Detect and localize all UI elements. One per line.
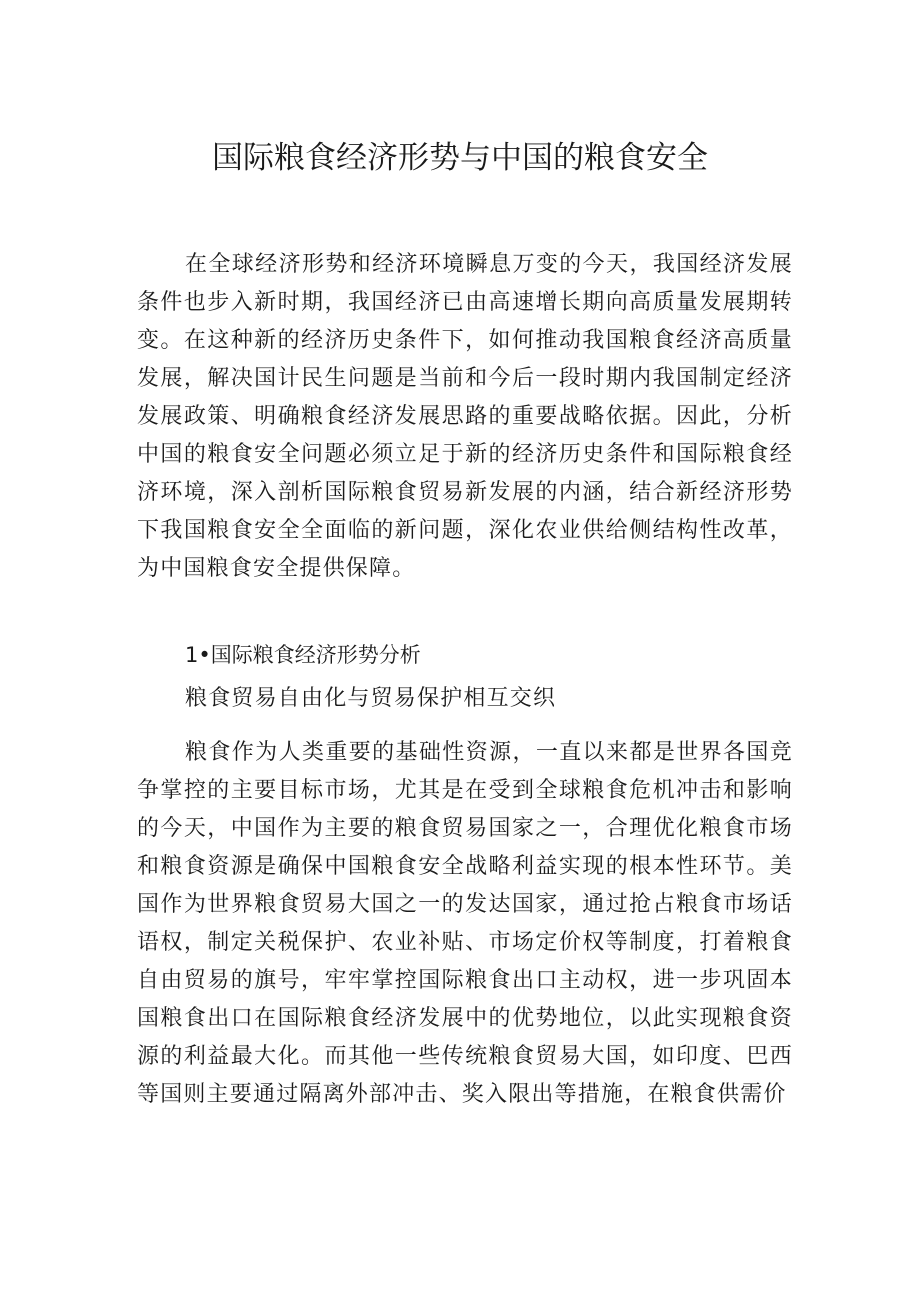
section-heading: 1•国际粮食经济形势分析 (185, 643, 421, 667)
body-paragraph: 粮食作为人类重要的基础性资源，一直以来都是世界各国竞争掌控的主要目标市场，尤其是在受到全球粮食危机冲击和影响的今天，中国作为主要的粮食贸易国家之一，合理优化粮食市场和粮食资源是确保中国粮食安全战略利益实现的根本性环节。美国作为世界粮食贸易大国之一的发达国家，通过抢占粮食市场话语权，制定关税保护、农业补贴、市场定价权等制度，打着粮食自由贸易的旗号，牢牢掌控国际粮食出口主动权，进一步巩固本国粮食出口在国际粮食经济发展中的优势地位，以此实现粮食资源的利益最大化。而其他一些传统粮食贸易大国，如印度、巴西等国则主要通过隔离外部冲击、奖入限出等措施，在粮食供需价 (137, 740, 793, 1107)
document-title: 国际粮食经济形势与中国的粮食安全 (212, 140, 708, 176)
intro-paragraph: 在全球经济形势和经济环境瞬息万变的今天，我国经济发展条件也步入新时期，我国经济已由高速增长期向高质量发展期转变。在这种新的经济历史条件下，如何推动我国粮食经济高质量发展，解决国计民生问题是当前和今后一段时期内我国制定经济发展政策、明确粮食经济发展思路的重要战略依据。因此，分析中国的粮食安全问题必须立足于新的经济历史条件和国际粮食经济环境，深入剖析国际粮食贸易新发展的内涵，结合新经济形势下我国粮食安全全面临的新问题，深化农业供给侧结构性改革，为中国粮食安全提供保障。 (137, 252, 793, 581)
subsection-heading: 粮食贸易自由化与贸易保护相互交织 (185, 686, 557, 711)
